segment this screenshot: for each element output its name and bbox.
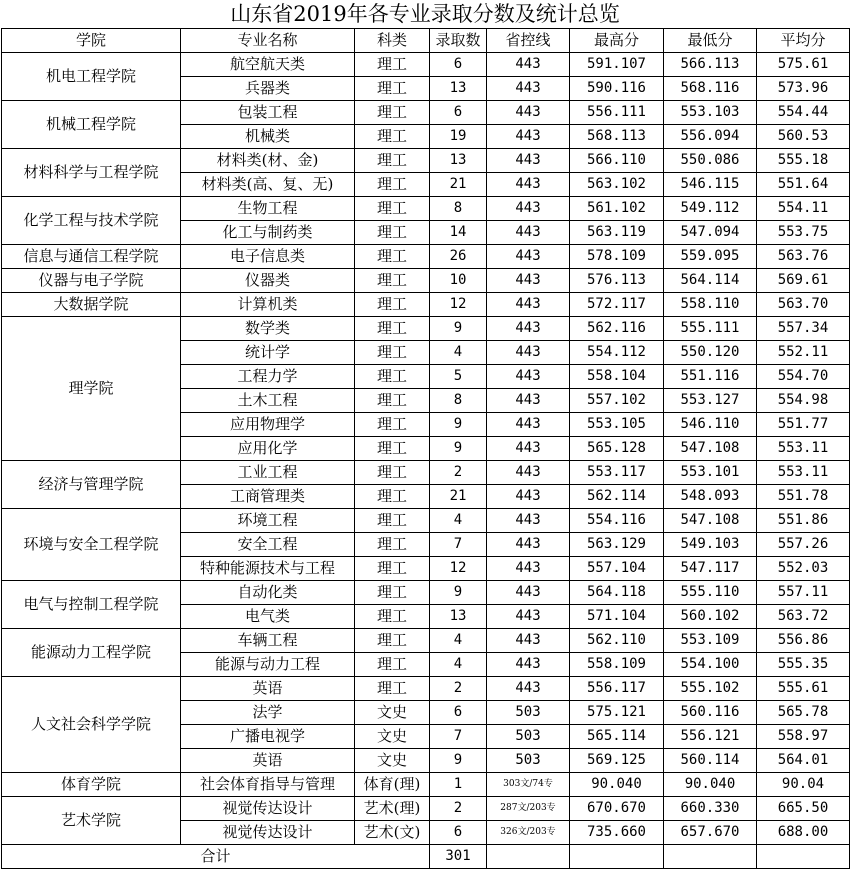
major-cell: 统计学	[181, 341, 355, 365]
category-cell: 文史	[355, 725, 430, 749]
header-category: 科类	[355, 29, 430, 53]
avg-score-cell: 688.00	[757, 821, 850, 845]
min-score-cell: 547.094	[664, 221, 757, 245]
max-score-cell: 575.121	[570, 701, 664, 725]
college-cell: 能源动力工程学院	[2, 629, 181, 677]
admitted-count-cell: 6	[430, 701, 487, 725]
admitted-count-cell: 2	[430, 797, 487, 821]
category-cell: 理工	[355, 437, 430, 461]
admitted-count-cell: 19	[430, 125, 487, 149]
max-score-cell: 562.116	[570, 317, 664, 341]
admitted-count-cell: 14	[430, 221, 487, 245]
category-cell: 理工	[355, 293, 430, 317]
max-score-cell: 568.113	[570, 125, 664, 149]
admitted-count-cell: 2	[430, 461, 487, 485]
avg-score-cell: 555.35	[757, 653, 850, 677]
admitted-count-cell: 10	[430, 269, 487, 293]
category-cell: 理工	[355, 533, 430, 557]
avg-score-cell: 557.11	[757, 581, 850, 605]
admitted-count-cell: 13	[430, 605, 487, 629]
max-score-cell: 554.116	[570, 509, 664, 533]
college-cell: 化学工程与技术学院	[2, 197, 181, 245]
major-cell: 航空航天类	[181, 53, 355, 77]
admitted-count-cell: 26	[430, 245, 487, 269]
category-cell: 理工	[355, 173, 430, 197]
control-line-cell: 503	[487, 701, 570, 725]
major-cell: 化工与制药类	[181, 221, 355, 245]
max-score-cell: 590.116	[570, 77, 664, 101]
min-score-cell: 546.110	[664, 413, 757, 437]
max-score-cell: 557.102	[570, 389, 664, 413]
control-line-cell: 443	[487, 77, 570, 101]
max-score-cell: 670.670	[570, 797, 664, 821]
page-title: 山东省2019年各专业录取分数及统计总览	[230, 2, 620, 26]
admitted-count-cell: 2	[430, 677, 487, 701]
college-cell: 体育学院	[2, 773, 181, 797]
control-line-cell: 443	[487, 317, 570, 341]
admitted-count-cell: 7	[430, 725, 487, 749]
avg-score-cell: 557.26	[757, 533, 850, 557]
category-cell: 理工	[355, 77, 430, 101]
avg-score-cell: 665.50	[757, 797, 850, 821]
total-count: 301	[430, 845, 487, 869]
category-cell: 理工	[355, 317, 430, 341]
avg-score-cell: 564.01	[757, 749, 850, 773]
max-score-cell: 563.119	[570, 221, 664, 245]
major-cell: 社会体育指导与管理	[181, 773, 355, 797]
table-row	[2, 509, 850, 533]
max-score-cell: 557.104	[570, 557, 664, 581]
category-cell: 理工	[355, 653, 430, 677]
header-min-score: 最低分	[664, 29, 757, 53]
major-cell: 特种能源技术与工程	[181, 557, 355, 581]
admitted-count-cell: 4	[430, 341, 487, 365]
control-line-cell: 443	[487, 629, 570, 653]
max-score-cell: 591.107	[570, 53, 664, 77]
admitted-count-cell: 12	[430, 557, 487, 581]
table-row	[2, 581, 850, 605]
control-line-cell: 503	[487, 749, 570, 773]
max-score-cell: 558.104	[570, 365, 664, 389]
control-line-cell: 443	[487, 389, 570, 413]
category-cell: 理工	[355, 509, 430, 533]
avg-score-cell: 553.75	[757, 221, 850, 245]
table-row	[2, 53, 850, 77]
category-cell: 理工	[355, 53, 430, 77]
category-cell: 理工	[355, 581, 430, 605]
avg-score-cell: 563.76	[757, 245, 850, 269]
min-score-cell: 657.670	[664, 821, 757, 845]
major-cell: 兵器类	[181, 77, 355, 101]
control-line-cell: 443	[487, 125, 570, 149]
max-score-cell: 571.104	[570, 605, 664, 629]
header-major: 专业名称	[181, 29, 355, 53]
major-cell: 应用物理学	[181, 413, 355, 437]
major-cell: 视觉传达设计	[181, 797, 355, 821]
max-score-cell: 566.110	[570, 149, 664, 173]
major-cell: 工业工程	[181, 461, 355, 485]
max-score-cell: 563.129	[570, 533, 664, 557]
avg-score-cell: 554.11	[757, 197, 850, 221]
total-row	[2, 845, 850, 869]
college-cell: 仪器与电子学院	[2, 269, 181, 293]
min-score-cell: 547.108	[664, 509, 757, 533]
max-score-cell: 562.110	[570, 629, 664, 653]
admitted-count-cell: 21	[430, 485, 487, 509]
college-cell: 经济与管理学院	[2, 461, 181, 509]
admitted-count-cell: 9	[430, 413, 487, 437]
control-line-cell: 443	[487, 197, 570, 221]
major-cell: 广播电视学	[181, 725, 355, 749]
min-score-cell: 551.116	[664, 365, 757, 389]
college-cell: 材料科学与工程学院	[2, 149, 181, 197]
major-cell: 工商管理类	[181, 485, 355, 509]
avg-score-cell: 551.64	[757, 173, 850, 197]
major-cell: 材料类(高、复、无)	[181, 173, 355, 197]
category-cell: 文史	[355, 701, 430, 725]
control-line-cell: 443	[487, 485, 570, 509]
control-line-cell: 443	[487, 245, 570, 269]
admitted-count-cell: 9	[430, 317, 487, 341]
control-line-cell: 443	[487, 269, 570, 293]
max-score-cell: 561.102	[570, 197, 664, 221]
admitted-count-cell: 7	[430, 533, 487, 557]
min-score-cell: 553.109	[664, 629, 757, 653]
avg-score-cell: 563.70	[757, 293, 850, 317]
header-admitted: 录取数	[430, 29, 487, 53]
avg-score-cell: 557.34	[757, 317, 850, 341]
avg-score-cell: 554.44	[757, 101, 850, 125]
admitted-count-cell: 8	[430, 197, 487, 221]
major-cell: 环境工程	[181, 509, 355, 533]
category-cell: 理工	[355, 389, 430, 413]
avg-score-cell: 551.77	[757, 413, 850, 437]
max-score-cell: 553.117	[570, 461, 664, 485]
header-avg-score: 平均分	[757, 29, 850, 53]
table-row	[2, 101, 850, 125]
max-score-cell: 554.112	[570, 341, 664, 365]
max-score-cell: 558.109	[570, 653, 664, 677]
category-cell: 艺术(文)	[355, 821, 430, 845]
admitted-count-cell: 1	[430, 773, 487, 797]
max-score-cell: 576.113	[570, 269, 664, 293]
admitted-count-cell: 6	[430, 53, 487, 77]
total-empty-cell	[570, 845, 664, 869]
control-line-cell: 443	[487, 221, 570, 245]
control-line-cell: 443	[487, 605, 570, 629]
min-score-cell: 550.086	[664, 149, 757, 173]
category-cell: 理工	[355, 629, 430, 653]
header-row	[2, 29, 850, 53]
table-row	[2, 317, 850, 341]
table-row	[2, 293, 850, 317]
category-cell: 理工	[355, 557, 430, 581]
major-cell: 生物工程	[181, 197, 355, 221]
max-score-cell: 565.128	[570, 437, 664, 461]
admitted-count-cell: 4	[430, 509, 487, 533]
min-score-cell: 549.112	[664, 197, 757, 221]
major-cell: 法学	[181, 701, 355, 725]
avg-score-cell: 556.86	[757, 629, 850, 653]
min-score-cell: 553.101	[664, 461, 757, 485]
category-cell: 理工	[355, 101, 430, 125]
category-cell: 理工	[355, 413, 430, 437]
admitted-count-cell: 13	[430, 77, 487, 101]
avg-score-cell: 558.97	[757, 725, 850, 749]
table-row	[2, 245, 850, 269]
table-body	[2, 53, 850, 845]
min-score-cell: 660.330	[664, 797, 757, 821]
avg-score-cell: 569.61	[757, 269, 850, 293]
admitted-count-cell: 13	[430, 149, 487, 173]
min-score-cell: 554.100	[664, 653, 757, 677]
category-cell: 理工	[355, 221, 430, 245]
category-cell: 艺术(理)	[355, 797, 430, 821]
min-score-cell: 553.103	[664, 101, 757, 125]
avg-score-cell: 551.78	[757, 485, 850, 509]
max-score-cell: 90.040	[570, 773, 664, 797]
min-score-cell: 558.110	[664, 293, 757, 317]
control-line-cell: 443	[487, 437, 570, 461]
min-score-cell: 568.116	[664, 77, 757, 101]
min-score-cell: 560.116	[664, 701, 757, 725]
major-cell: 能源与动力工程	[181, 653, 355, 677]
avg-score-cell: 563.72	[757, 605, 850, 629]
min-score-cell: 90.040	[664, 773, 757, 797]
min-score-cell: 553.127	[664, 389, 757, 413]
table-row	[2, 677, 850, 701]
avg-score-cell: 565.78	[757, 701, 850, 725]
major-cell: 安全工程	[181, 533, 355, 557]
control-line-cell: 503	[487, 725, 570, 749]
total-empty-cell	[664, 845, 757, 869]
header-college: 学院	[2, 29, 181, 53]
admitted-count-cell: 9	[430, 749, 487, 773]
min-score-cell: 547.117	[664, 557, 757, 581]
college-cell: 环境与安全工程学院	[2, 509, 181, 581]
header-control-line: 省控线	[487, 29, 570, 53]
control-line-cell: 443	[487, 293, 570, 317]
min-score-cell: 560.102	[664, 605, 757, 629]
admitted-count-cell: 8	[430, 389, 487, 413]
category-cell: 理工	[355, 461, 430, 485]
max-score-cell: 563.102	[570, 173, 664, 197]
college-cell: 机械工程学院	[2, 101, 181, 149]
max-score-cell: 578.109	[570, 245, 664, 269]
min-score-cell: 555.102	[664, 677, 757, 701]
major-cell: 车辆工程	[181, 629, 355, 653]
category-cell: 理工	[355, 365, 430, 389]
admitted-count-cell: 9	[430, 437, 487, 461]
max-score-cell: 556.111	[570, 101, 664, 125]
control-line-cell: 443	[487, 509, 570, 533]
control-line-cell: 443	[487, 677, 570, 701]
avg-score-cell: 554.98	[757, 389, 850, 413]
max-score-cell: 565.114	[570, 725, 664, 749]
major-cell: 材料类(材、金)	[181, 149, 355, 173]
avg-score-cell: 575.61	[757, 53, 850, 77]
control-line-cell: 443	[487, 365, 570, 389]
major-cell: 机械类	[181, 125, 355, 149]
control-line-cell: 326文/203专	[487, 821, 570, 845]
total-empty-cell	[487, 845, 570, 869]
header-max-score: 最高分	[570, 29, 664, 53]
college-cell: 电气与控制工程学院	[2, 581, 181, 629]
admitted-count-cell: 5	[430, 365, 487, 389]
category-cell: 理工	[355, 269, 430, 293]
admitted-count-cell: 21	[430, 173, 487, 197]
max-score-cell: 735.660	[570, 821, 664, 845]
avg-score-cell: 552.11	[757, 341, 850, 365]
control-line-cell: 443	[487, 101, 570, 125]
major-cell: 土木工程	[181, 389, 355, 413]
table-row	[2, 149, 850, 173]
avg-score-cell: 560.53	[757, 125, 850, 149]
major-cell: 计算机类	[181, 293, 355, 317]
category-cell: 理工	[355, 245, 430, 269]
category-cell: 理工	[355, 605, 430, 629]
max-score-cell: 572.117	[570, 293, 664, 317]
max-score-cell: 553.105	[570, 413, 664, 437]
college-cell: 人文社会科学学院	[2, 677, 181, 773]
table-row	[2, 629, 850, 653]
control-line-cell: 443	[487, 581, 570, 605]
control-line-cell: 287文/203专	[487, 797, 570, 821]
avg-score-cell: 553.11	[757, 437, 850, 461]
control-line-cell: 443	[487, 461, 570, 485]
category-cell: 理工	[355, 149, 430, 173]
admitted-count-cell: 4	[430, 629, 487, 653]
category-cell: 文史	[355, 749, 430, 773]
admitted-count-cell: 12	[430, 293, 487, 317]
max-score-cell: 562.114	[570, 485, 664, 509]
control-line-cell: 303文/74专	[487, 773, 570, 797]
table-row	[2, 461, 850, 485]
college-cell: 信息与通信工程学院	[2, 245, 181, 269]
avg-score-cell: 555.18	[757, 149, 850, 173]
category-cell: 理工	[355, 125, 430, 149]
college-cell: 机电工程学院	[2, 53, 181, 101]
category-cell: 理工	[355, 485, 430, 509]
min-score-cell: 555.110	[664, 581, 757, 605]
major-cell: 电气类	[181, 605, 355, 629]
avg-score-cell: 553.11	[757, 461, 850, 485]
min-score-cell: 560.114	[664, 749, 757, 773]
major-cell: 视觉传达设计	[181, 821, 355, 845]
min-score-cell: 564.114	[664, 269, 757, 293]
major-cell: 包装工程	[181, 101, 355, 125]
college-cell: 大数据学院	[2, 293, 181, 317]
min-score-cell: 548.093	[664, 485, 757, 509]
control-line-cell: 443	[487, 653, 570, 677]
total-empty-cell	[757, 845, 850, 869]
min-score-cell: 555.111	[664, 317, 757, 341]
major-cell: 数学类	[181, 317, 355, 341]
table-row	[2, 797, 850, 821]
table-row	[2, 269, 850, 293]
admitted-count-cell: 9	[430, 581, 487, 605]
table-row	[2, 773, 850, 797]
admitted-count-cell: 6	[430, 101, 487, 125]
avg-score-cell: 554.70	[757, 365, 850, 389]
avg-score-cell: 90.04	[757, 773, 850, 797]
min-score-cell: 556.094	[664, 125, 757, 149]
avg-score-cell: 573.96	[757, 77, 850, 101]
category-cell: 体育(理)	[355, 773, 430, 797]
control-line-cell: 443	[487, 149, 570, 173]
avg-score-cell: 552.03	[757, 557, 850, 581]
total-label: 合计	[2, 845, 430, 869]
min-score-cell: 549.103	[664, 533, 757, 557]
control-line-cell: 443	[487, 53, 570, 77]
avg-score-cell: 555.61	[757, 677, 850, 701]
control-line-cell: 443	[487, 533, 570, 557]
min-score-cell: 547.108	[664, 437, 757, 461]
control-line-cell: 443	[487, 413, 570, 437]
max-score-cell: 564.118	[570, 581, 664, 605]
major-cell: 英语	[181, 677, 355, 701]
control-line-cell: 443	[487, 173, 570, 197]
college-cell: 理学院	[2, 317, 181, 461]
major-cell: 电子信息类	[181, 245, 355, 269]
major-cell: 仪器类	[181, 269, 355, 293]
max-score-cell: 569.125	[570, 749, 664, 773]
min-score-cell: 550.120	[664, 341, 757, 365]
min-score-cell: 546.115	[664, 173, 757, 197]
min-score-cell: 559.095	[664, 245, 757, 269]
admitted-count-cell: 4	[430, 653, 487, 677]
admitted-count-cell: 6	[430, 821, 487, 845]
college-cell: 艺术学院	[2, 797, 181, 845]
min-score-cell: 556.121	[664, 725, 757, 749]
category-cell: 理工	[355, 197, 430, 221]
major-cell: 应用化学	[181, 437, 355, 461]
admission-score-table	[1, 28, 850, 869]
category-cell: 理工	[355, 341, 430, 365]
min-score-cell: 566.113	[664, 53, 757, 77]
category-cell: 理工	[355, 677, 430, 701]
major-cell: 自动化类	[181, 581, 355, 605]
max-score-cell: 556.117	[570, 677, 664, 701]
avg-score-cell: 551.86	[757, 509, 850, 533]
major-cell: 工程力学	[181, 365, 355, 389]
table-row	[2, 197, 850, 221]
control-line-cell: 443	[487, 341, 570, 365]
major-cell: 英语	[181, 749, 355, 773]
control-line-cell: 443	[487, 557, 570, 581]
